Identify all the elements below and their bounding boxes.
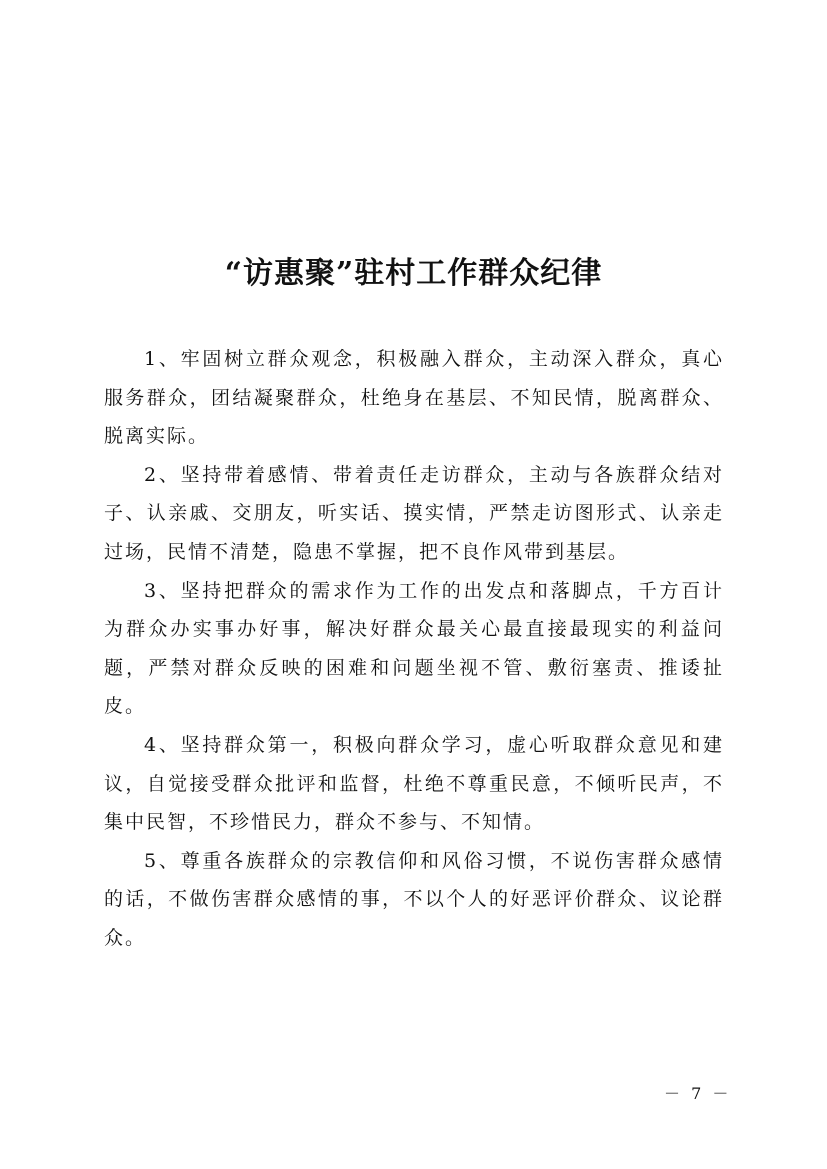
document-title: “访惠聚”驻村工作群众纪律 bbox=[224, 256, 603, 291]
page-number: － 7 － bbox=[664, 1084, 732, 1103]
document-body bbox=[104, 340, 724, 958]
paragraph-2: 2、坚持带着感情、带着责任走访群众，主动与各族群众结对子、认亲戚、交朋友，听实话、摸实情，严禁走访图形式、认亲走过场，民情不清楚，隐患不掌握，把不良作风带到基层。 bbox=[104, 463, 724, 563]
paragraph-5: 5、尊重各族群众的宗教信仰和风俗习惯，不说伤害群众感情的话，不做伤害群众感情的事，不以个人的好恶评价群众、议论群众。 bbox=[104, 849, 724, 949]
paragraph-3: 3、坚持把群众的需求作为工作的出发点和落脚点，千方百计为群众办实事办好事，解决好群众最关心最直接最现实的利益问题，严禁对群众反映的困难和问题坐视不管、敷衍塞责、推诿扯皮。 bbox=[104, 579, 724, 718]
paragraph-4: 4、坚持群众第一，积极向群众学习，虚心听取群众意见和建议，自觉接受群众批评和监督，杜绝不尊重民意，不倾听民声，不集中民智，不珍惜民力，群众不参与、不知情。 bbox=[104, 733, 724, 834]
paragraph-1: 1、牢固树立群众观念，积极融入群众，主动深入群众，真心服务群众，团结凝聚群众，杜绝身在基层、不知民情，脱离群众、脱离实际。 bbox=[104, 348, 724, 448]
